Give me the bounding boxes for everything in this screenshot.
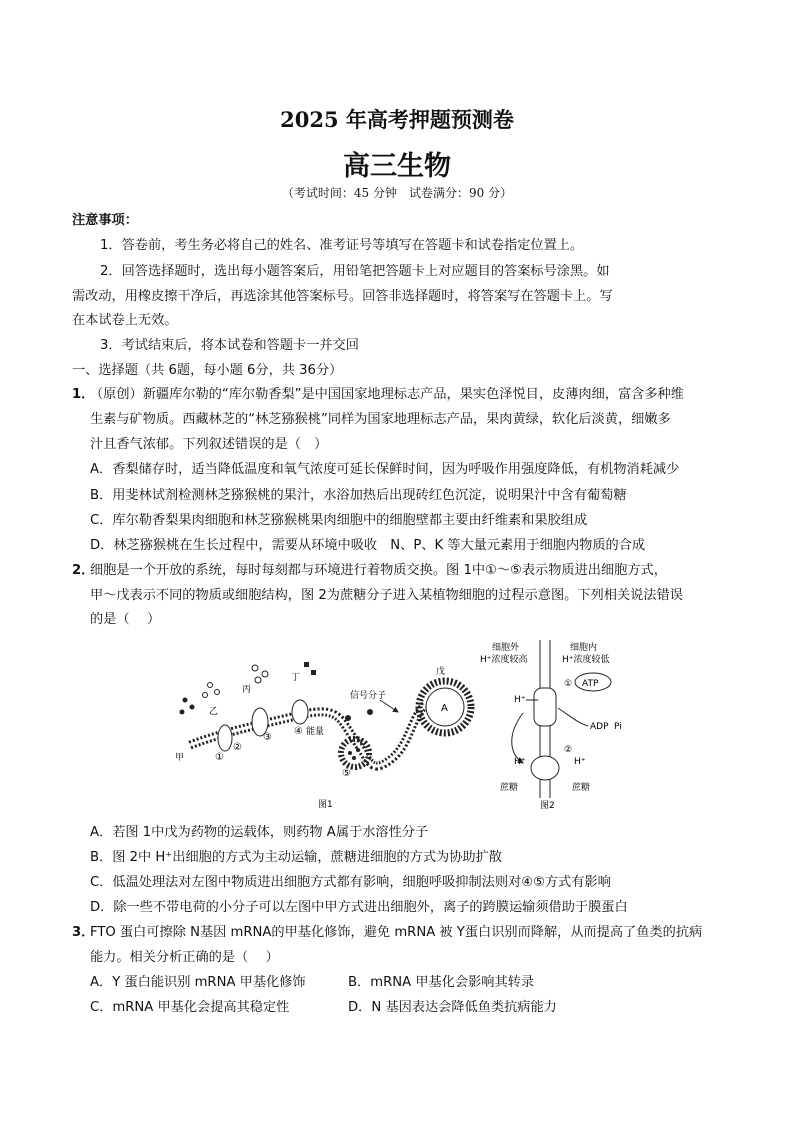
q1-stem-line2: 生素与矿物质。西藏林芝的“林芝猕猴桃”同样为国家地理标志产品，果肉黄绿，软化后淡黄，细嫩多 <box>90 412 671 427</box>
notice-item-2-line3: 在本试卷上无效。 <box>72 313 178 328</box>
fig2-atp: ATP <box>582 679 599 689</box>
fig2-sucrose-in: 蔗糖 <box>572 783 591 793</box>
fig1-label-signal: 信号分子 <box>350 691 387 701</box>
fig2-h-in-left: H⁺ <box>514 757 526 767</box>
q3-option-a: A．Y 蛋白能识别 mRNA 甲基化修饰 <box>90 975 306 990</box>
fig2-outside: 细胞外 <box>492 643 520 653</box>
q2-option-b: B．图 2中 H⁺出细胞的方式为主动运输，蔗糖进细胞的方式为协助扩散 <box>90 850 502 865</box>
q2-stem-line3: 的是（ ） <box>90 612 161 627</box>
fig1-label-A: A <box>441 703 448 714</box>
fig1-num-2: ② <box>233 742 242 753</box>
fig2-num-1: ① <box>564 679 573 689</box>
fig2-h-out: H⁺ <box>514 695 526 705</box>
q1-option-b: B．用斐林试剂检测林芝猕猴桃的果汁，水浴加热后出现砖红色沉淀，说明果汁中含有葡萄糖 <box>90 488 627 503</box>
q1-number: 1． <box>72 387 95 402</box>
q2-option-d: D．除一些不带电荷的小分子可以左图中甲方式进出细胞外，离子的跨膜运输须借助于膜蛋白 <box>90 900 628 915</box>
fig1-label-ding: 丁 <box>291 673 301 683</box>
q3-stem-line2: 能力。相关分析正确的是（ ） <box>90 950 279 965</box>
notice-item-2-line2: 需改动，用橡皮擦干净后，再选涂其他答案标号。回答非选择题时，将答案写在答题卡上。写 <box>72 289 613 304</box>
fig1-caption: 图1 <box>318 800 333 810</box>
q3-number: 3． <box>72 925 95 940</box>
section-heading: 一、选择题（共 6题，每小题 6分，共 36分） <box>72 363 343 378</box>
fig1-num-4: ④ <box>294 726 303 737</box>
fig1-label-bing: 丙 <box>242 685 252 695</box>
fig1-num-1: ① <box>215 752 224 763</box>
fig1-num-3: ③ <box>263 732 272 743</box>
q1-option-c: C．库尔勒香梨果肉细胞和林芝猕猴桃果肉细胞中的细胞壁都主要由纤维素和果胶组成 <box>90 513 588 528</box>
q2-option-c: C．低温处理法对左图中物质进出细胞方式都有影响，细胞呼吸抑制法则对④⑤方式有影响 <box>90 875 611 890</box>
q3-option-b: B．mRNA 甲基化会影响其转录 <box>348 975 535 990</box>
fig2-inside: 细胞内 <box>570 643 598 653</box>
fig2-caption: 图2 <box>540 801 555 810</box>
q2-option-a: A．若图 1中戊为药物的运载体，则药物 A属于水溶性分子 <box>90 825 429 840</box>
q1-option-a: A．香梨储存时，适当降低温度和氧气浓度可延长保鲜时间，因为呼吸作用强度降低，有机物消耗减少 <box>90 462 680 477</box>
q3-option-d: D．N 基因表达会降低鱼类抗病能力 <box>348 1000 557 1015</box>
subject-title: 高三生物 <box>343 151 451 182</box>
fig1-label-yi: 乙 <box>209 707 219 717</box>
notice-item-3: 3．考试结束后，将本试卷和答题卡一并交回 <box>100 338 359 353</box>
figure-1-membrane-diagram <box>170 650 475 810</box>
fig2-adp: ADP <box>590 722 609 732</box>
notice-heading: 注意事项： <box>72 213 138 228</box>
figure-2-sucrose-transport <box>478 638 668 810</box>
q2-stem-line2: 甲～戊表示不同的物质或细胞结构，图 2为蔗糖分子进入某植物细胞的过程示意图。下列相关说法错误 <box>90 588 683 603</box>
fig2-outside-h: H⁺浓度较高 <box>480 655 528 665</box>
fig1-label-jia: 甲 <box>175 753 185 763</box>
fig2-pi: Pi <box>614 722 622 732</box>
q1-stem-line3: 汁且香气浓郁。下列叙述错误的是（ ） <box>90 437 328 452</box>
q1-stem-line1: （原创）新疆库尔勒的“库尔勒香梨”是中国国家地理标志产品，果实色泽悦目，皮薄肉细，富含多种维 <box>90 387 684 402</box>
fig2-num-2: ② <box>564 745 573 755</box>
exam-info: （考试时间：45 分钟 试卷满分：90 分） <box>281 186 513 200</box>
q3-option-c: C．mRNA 甲基化会提高其稳定性 <box>90 1000 290 1015</box>
fig2-inside-h: H⁺浓度较低 <box>562 655 610 665</box>
fig2-h-in-right: H⁺ <box>574 757 586 767</box>
q3-stem-line1: FTO 蛋白可擦除 N基因 mRNA的甲基化修饰，避免 mRNA 被 Y蛋白识别而降解，从而提高了鱼类的抗病 <box>90 925 703 940</box>
q2-stem-line1: 细胞是一个开放的系统，每时每刻都与环境进行着物质交换。图 1中①～⑤表示物质进出细胞方式， <box>90 563 667 578</box>
fig1-label-energy: 能量 <box>306 727 325 737</box>
fig2-sucrose-out: 蔗糖 <box>500 783 519 793</box>
fig1-label-wu: 戊 <box>436 667 446 677</box>
notice-item-1: 1．答卷前，考生务必将自己的姓名、准考证号等填写在答题卡和试卷指定位置上。 <box>100 238 584 253</box>
q1-option-d: D．林芝猕猴桃在生长过程中，需要从环境中吸收 N、P、K 等大量元素用于细胞内物质的合成 <box>90 538 646 553</box>
exam-title: 2025 年高考押题预测卷 <box>280 107 514 132</box>
q2-number: 2． <box>72 563 95 578</box>
fig1-num-5: ⑤ <box>342 768 351 779</box>
notice-item-2-line1: 2．回答选择题时，选出每小题答案后，用铅笔把答题卡上对应题目的答案标号涂黑。如 <box>100 264 610 279</box>
